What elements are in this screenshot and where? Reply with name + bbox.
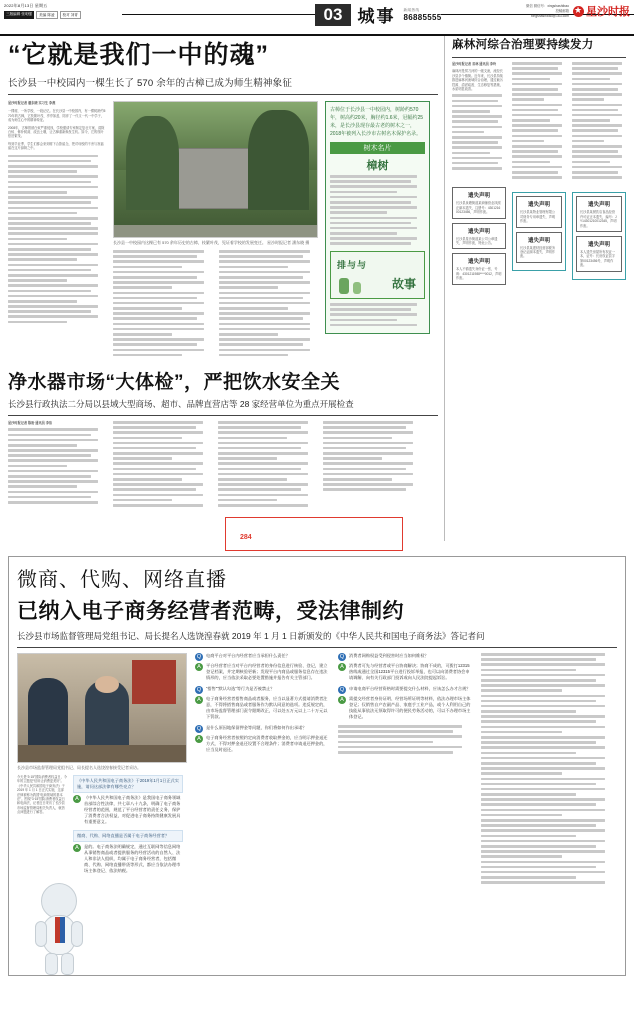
article2-headline: 净水器市场“大体检”，严把饮水安全关 [8, 371, 341, 393]
article3-body [17, 653, 617, 975]
article1-text-column [8, 101, 106, 359]
article3-sidenote: 今天是“3·15”国际消费者权益日，今年的主题是“信用让消费更美好”。《中华人民共和国电子商务法》于 2019 年 1 月 1 日正式实施，这部法律被称为我国“电商领域的基本法”。围绕“3·15”国际消费者权益日和电商法，记者近日采访了长沙县市场监督管理局相关负责人，就热点问题进行了解答。 [17, 775, 67, 815]
page-body [0, 36, 634, 1024]
qa-question: 申请电商平台经营资格时需要提交什么材料，应该怎么办才合规？ [349, 686, 471, 691]
section-title: 城事 [357, 7, 396, 26]
notice-column [572, 187, 626, 288]
answer-badge-icon: A [195, 696, 203, 704]
star-icon [573, 6, 584, 17]
notice-item [516, 196, 562, 227]
notice-text: 长沙县某建材经营部税务登记证副本遗失，声明作废。 [520, 245, 556, 259]
masthead-tag: 校对 刘青 [60, 11, 81, 19]
article3-block [8, 556, 626, 976]
article2-text-column [323, 421, 421, 509]
notice-text: 长沙县某物业管理有限公司财务专用章遗失，声明作废。 [520, 210, 556, 224]
article3-qa-column [481, 653, 616, 975]
article1-byline: 星沙时报记者 潘东晓 实习生 李燕 [8, 101, 56, 105]
article1-infobox-column [325, 101, 430, 359]
qa-item [338, 686, 473, 720]
rule [8, 415, 438, 416]
question-badge-icon: Q [339, 687, 345, 693]
article3-photo-caption: 长沙县市场监督管理局党组书记、局长提名人选饶湟春接受记者采访。 [17, 765, 141, 770]
qa-answer: 是的。电子商务法明确规定，通过互联网等信息网络从事销售商品或者提供服务的经营活动的自然人、法人和非法人组织，均属于电子商务经营者，包括微商、代购、网络直播带货等形式，都应当依法办理市场主体登记、依法纳税。 [84, 844, 181, 873]
article1-photo [113, 101, 318, 238]
qa-answer: 电子商务经营者按照约定向消费者收取押金的，应当明示押金退还方式，不得对押金退还设置不合理条件；消费者申请退还押金的，应当及时退还。 [206, 735, 328, 752]
qa-question: 微商、代购、网络直播是否属于电子商务经营者？ [73, 830, 183, 842]
masthead-date: 2022年8月13日 星期五 [4, 3, 48, 8]
newspaper-logo [573, 3, 630, 19]
question-badge-icon: Q [196, 654, 202, 660]
article2-byline: 星沙时报记者 陈盼 通讯员 李洁 [8, 420, 53, 425]
question-badge-icon: Q [196, 687, 202, 693]
hotline-number: 86885555 [403, 12, 442, 22]
masthead-right [526, 3, 630, 19]
notice-title: 遗失声明 [587, 202, 610, 209]
article1-paragraph: 一棵树，一所学校，一段记忆。在长沙县一中校园内，有一棵树龄约570年的古樟，它枝繁叶茂、亭亭如盖，陪伴了一代又一代一中学子，成为师生心中的精神象征。 [8, 109, 106, 123]
article3-headline-line1: 微商、代购、网络直播 [17, 569, 227, 591]
qa-item [195, 725, 330, 753]
notice-text: 长沙县泉塘街道某商铺营业执照正副本遗失，注册号：430121600123456，声明作废。 [456, 201, 501, 215]
notice-item [576, 236, 622, 272]
page-number: 03 [315, 4, 352, 26]
article3-qa-column [195, 653, 330, 975]
infobox-intro: 古樟位于长沙县一中校园内，树龄约570年，树高约20米，胸径约1.6米，冠幅约25米，是长沙县现存最古老的树木之一，2018年被列入长沙市古树名木保护名录。 [330, 107, 424, 137]
column-divider [444, 36, 445, 541]
left-column [8, 36, 438, 509]
masthead-center [315, 2, 442, 27]
article1-body [8, 101, 438, 359]
masthead-contact-line: 投稿邮箱 [555, 8, 569, 13]
article2-text-column [113, 421, 211, 509]
annotation-label: 284 [240, 534, 252, 541]
notice-text: 长沙县星沙街道某公司公章遗失，声明作废，特此公告。 [456, 236, 498, 245]
notice-item [516, 232, 562, 263]
answer-badge-icon: A [73, 795, 81, 803]
masthead-tag: 美编 陈凌 [36, 11, 57, 19]
rule [452, 57, 626, 58]
notice-columns [452, 187, 626, 288]
article1-paragraph: 2008年，古樟曾被白蚁严重侵蚀，学校邀请专家制定复壮方案，清除白蚁、修补树洞、改良土壤，让古樟重新焕发生机。如今，它的枝叶依旧繁茂。 [8, 125, 105, 139]
article2-text-column [8, 421, 106, 509]
answer-badge-icon: A [195, 735, 203, 743]
rule [8, 94, 438, 95]
qa-answer: 平台经营者应当对平台内经营者的身份信息进行核验、登记，建立登记档案，并定期核验更新；发现平台内商品或服务信息存在违法情形的，应当依法采取必要处置措施并报告有关主管部门。 [206, 663, 328, 680]
right-article-headline: 麻林河综合治理要持续发力 [452, 39, 594, 51]
answer-badge-icon: A [195, 663, 203, 671]
masthead-tag: 三版编辑 张明强 [4, 11, 34, 19]
answer-badge-icon: A [338, 696, 346, 704]
infobox-label: 树木名片 [330, 142, 425, 154]
notice-title: 遗失声明 [467, 259, 490, 266]
qa-item [338, 653, 473, 681]
qa-answer: 需提交经营者身份证明、经营场所证明等材料，依法办理市场主体登记；仅销售自产农副产品、家庭手工业产品，或个人利用自己的技能从事依法无须取得许可的便民劳务活动的，可以不办理市场主体登记。 [349, 696, 471, 719]
notice-group-box [572, 192, 626, 279]
masthead-contact-line: xingshashibao@163.com [530, 13, 569, 18]
notice-title: 遗失声明 [467, 193, 490, 200]
article3-subhead: 长沙县市场监督管理局党组书记、局长提名人选饶湟春就 2019 年 1 月 1 日新颁发的《中华人民共和国电子商务法》答记者问 [17, 631, 485, 641]
article2-subhead: 长沙县行政执法二分局以县域大型商场、超市、品牌直营店等 28 家经营单位为重点开展检查 [8, 398, 354, 409]
answer-badge-icon: A [73, 844, 81, 852]
notice-column [452, 187, 506, 288]
notice-item [452, 253, 506, 284]
qa-item [73, 830, 183, 874]
masthead-rule-left [122, 14, 315, 15]
notice-item [452, 223, 506, 250]
qa-item [195, 686, 330, 720]
tree-info-box: 古樟位于长沙县一中校园内，树龄约570年，树高约20米，胸径约1.6米，冠幅约25米，是长沙县现存最古老的树木之一，2018年被列入长沙市古树名木保护名录。 树木名片 樟树 排与与 故事 [325, 101, 430, 334]
article1-subhead: 长沙县一中校园内一棵生长了 570 余年的古樟已成为师生精神象征 [8, 78, 293, 89]
article1-headline: “它就是我们一中的魂” [8, 41, 270, 69]
mascot-illustration [17, 883, 187, 975]
article3-media-column [17, 653, 187, 975]
article3-photo [17, 653, 187, 763]
qa-question: 电商平台对平台内经营者应当承担什么责任？ [206, 653, 290, 658]
notice-item [576, 196, 622, 232]
notice-text: 本人不慎遗失身份证一张，号码：4301211988****0012，声明作废。 [456, 267, 502, 281]
article2-body [8, 421, 438, 509]
masthead-contact [526, 4, 569, 19]
notice-group-box [512, 192, 566, 270]
question-badge-icon: Q [339, 654, 345, 660]
qa-question: 消费者网购权益受到侵害时应当如何维权？ [349, 653, 429, 658]
article1-photo-caption: 长沙县一中校园内这棵已有 570 余年历史的古樟，枝繁叶茂，见证着学校的发展变迁。 星沙时报记者 潘东晓 摄 [113, 240, 310, 245]
article1-paragraph: 每到毕业季，学生们都会来到树下合影留念，把对母校的不舍与祝福留在这片绿荫之中。 [8, 141, 104, 151]
answer-badge-icon: A [338, 663, 346, 671]
qa-answer: 《中华人民共和国电子商务法》是我国电子商务领域首部综合性法律，共七章八十九条，明确了电子商务经营者的范围，规范了平台经营者的责任义务，保护了消费者合法权益，对促进电子商务持续健康发展具有重要意义。 [84, 795, 181, 824]
notice-item [452, 187, 506, 218]
infobox-species: 樟树 [366, 160, 389, 172]
qa-question: 是什么原因地保留押金等问题，你们将如何作出承诺？ [206, 725, 307, 730]
article2-text-column [218, 421, 316, 509]
qa-question: 《中华人民共和国电子商务法》于2019年1月1日正式实施，请问这部法律有哪些亮点？ [73, 775, 183, 793]
right-article-byline: 星沙时报记者 邓林 通讯员 李玲 [452, 62, 497, 66]
qa-question: “搭售”“默认勾选”等行为是否被禁止？ [206, 686, 275, 691]
right-column [452, 36, 626, 289]
notice-column [512, 187, 566, 288]
article3-qa-column [338, 653, 473, 975]
qa-item [195, 653, 330, 681]
qa-item [73, 775, 183, 825]
qa-answer: 电子商务经营者搭售商品或者服务，应当以显著方式提请消费者注意，不得将搭售商品或者服务作为默认同意的选项。违反规定的，由市场监督管理部门责令限期改正，可以处五万元以上二十万元以下罚款。 [206, 696, 328, 719]
masthead [0, 0, 634, 36]
right-article-body [452, 62, 626, 181]
notice-text: 本人遗失房屋所有权证一本，证号：长房权证县字第00123456号，声明作废。 [580, 249, 616, 268]
article1-media-column [113, 101, 318, 359]
hotline-block [403, 8, 441, 22]
notice-title: 遗失声明 [587, 241, 610, 248]
question-badge-icon: Q [196, 726, 202, 732]
masthead-contact-line: 微信 微信号：xingshashibao [526, 3, 569, 8]
notice-title: 遗失声明 [527, 237, 550, 244]
notice-text: 长沙县某餐饮店食品经营许可证正本遗失，编号：JY14301210012345，声明作废。 [580, 210, 617, 228]
rule [17, 647, 617, 648]
notice-title: 遗失声明 [467, 228, 490, 235]
qa-answer: 消费者可先与经营者或平台协商解决；协商不成的，可拨打12315热线或通过全国12315平台进行投诉举报，也可以向消费者协会申请调解、向有关行政部门投诉或向人民法院提起诉讼。 [349, 663, 470, 680]
right-article-paragraph: 麻林河是捞刀河的一级支流，流经长沙县多个镇街。近年来，长沙县持续推进麻林河流域综合治理，通过截污控源、清淤疏浚、生态修复等措施，水质明显改善。 [452, 69, 503, 92]
notice-title: 遗失声明 [527, 202, 550, 209]
masthead-left [0, 0, 122, 19]
article3-headline-line2: 已纳入电子商务经营者范畴，受法律制约 [17, 600, 404, 623]
masthead-tags [4, 11, 122, 19]
hotline-label: 新闻热线 [403, 7, 420, 12]
logo-text: 星沙时报 [586, 6, 630, 18]
